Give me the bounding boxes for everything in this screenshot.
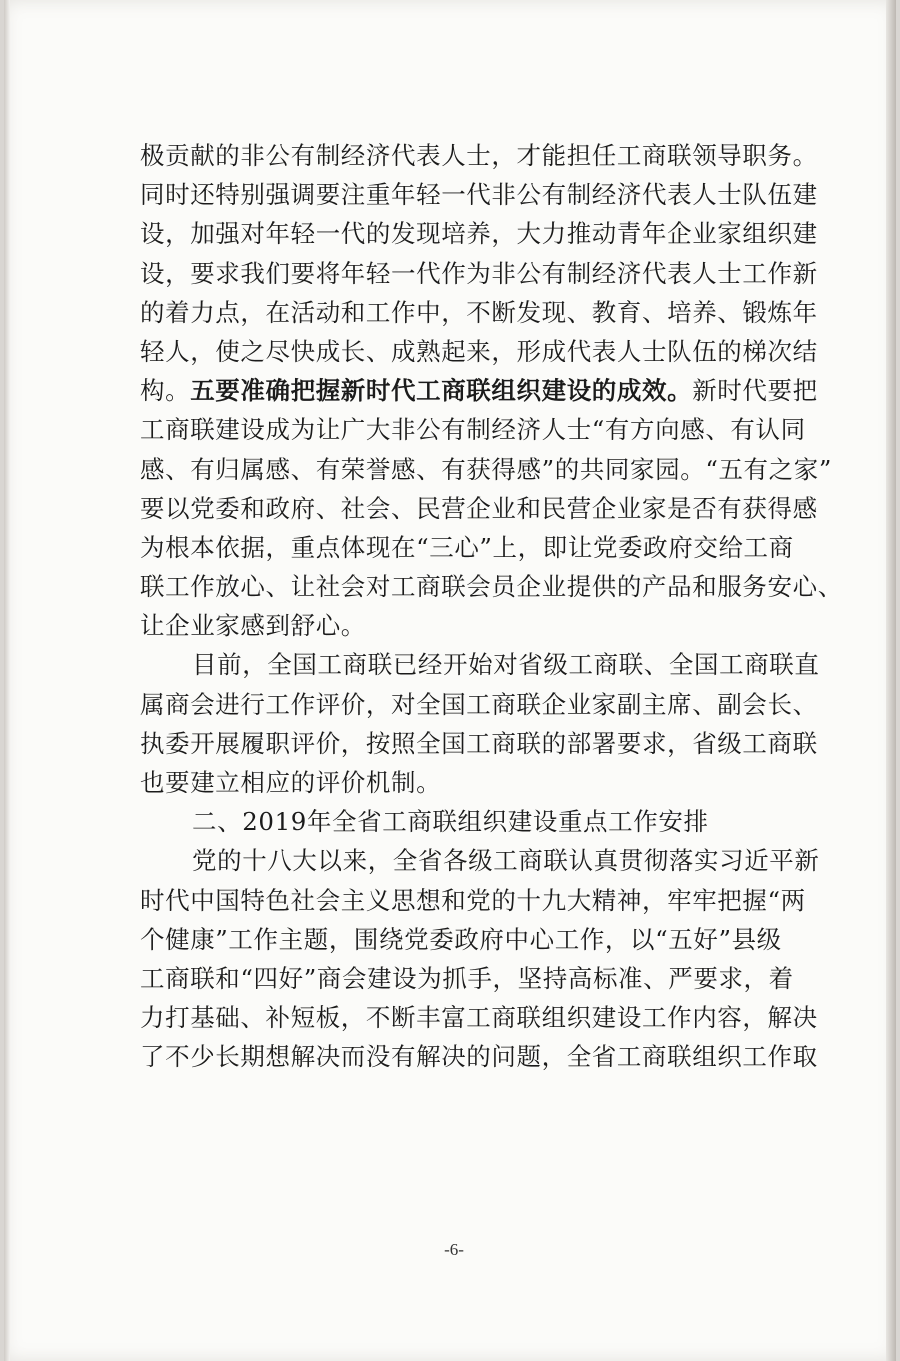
text-line: 同时还特别强调要注重年轻一代非公有制经济代表人士队伍建 bbox=[140, 180, 818, 210]
text-line: 让企业家感到舒心。 bbox=[140, 611, 366, 641]
text-line: 了不少长期想解决而没有解决的问题，全省工商联组织工作取 bbox=[140, 1042, 818, 1072]
document-page bbox=[4, 0, 896, 1361]
text-line: 的着力点，在活动和工作中，不断发现、教育、培养、锻炼年 bbox=[140, 297, 818, 327]
page-edge-right bbox=[886, 0, 896, 1361]
text-line: 属商会进行工作评价，对全国工商联企业家副主席、副会长、 bbox=[140, 689, 818, 719]
text-line: 为根本依据，重点体现在“三心”上，即让党委政府交给工商 bbox=[140, 532, 794, 562]
text-line-with-bold bbox=[140, 371, 860, 410]
text-line: 设，要求我们要将年轻一代作为非公有制经济代表人士工作新 bbox=[140, 258, 818, 288]
text-line: 也要建立相应的评价机制。 bbox=[140, 768, 442, 797]
section-heading: 二、2019年全省工商联组织建设重点工作安排 bbox=[192, 807, 709, 837]
paragraph-start-line: 目前，全国工商联已经开始对省级工商联、全国工商联直 bbox=[192, 650, 820, 680]
text-line: 感、有归属感、有荣誉感、有获得感”的共同家园。“五有之家” bbox=[140, 454, 832, 484]
page-number: -6- bbox=[444, 1240, 464, 1259]
bold-emphasis: 五要准确把握新时代工商联组织建设的成效。 bbox=[190, 376, 693, 406]
text-line: 设，加强对年轻一代的发现培养，大力推动青年企业家组织建 bbox=[140, 219, 818, 249]
paragraph-start-line: 党的十八大以来，全省各级工商联认真贯彻落实习近平新 bbox=[192, 846, 820, 876]
text-line: 执委开展履职评价，按照全国工商联的部署要求，省级工商联 bbox=[140, 728, 818, 758]
body-text bbox=[140, 136, 860, 1077]
text-run: 构。 bbox=[140, 376, 191, 406]
text-line: 极贡献的非公有制经济代表人士，才能担任工商联领导职务。 bbox=[140, 141, 818, 170]
text-line: 工商联建设成为让广大非公有制经济人士“有方向感、有认同 bbox=[140, 415, 806, 445]
text-line: 力打基础、补短板，不断丰富工商联组织建设工作内容，解决 bbox=[140, 1003, 818, 1033]
text-line: 个健康”工作主题，围绕党委政府中心工作，以“五好”县级 bbox=[140, 924, 782, 954]
text-run: 新时代要把 bbox=[692, 376, 818, 406]
page-edge-left bbox=[4, 0, 10, 1361]
text-line: 联工作放心、让社会对工商联会员企业提供的产品和服务安心、 bbox=[140, 572, 843, 602]
text-line: 工商联和“四好”商会建设为抓手，坚持高标准、严要求，着 bbox=[140, 963, 794, 993]
text-line: 轻人，使之尽快成长、成熟起来，形成代表人士队伍的梯次结 bbox=[140, 336, 818, 366]
text-line: 时代中国特色社会主义思想和党的十九大精神，牢牢把握“两 bbox=[140, 885, 806, 915]
text-line: 要以党委和政府、社会、民营企业和民营企业家是否有获得感 bbox=[140, 493, 818, 523]
